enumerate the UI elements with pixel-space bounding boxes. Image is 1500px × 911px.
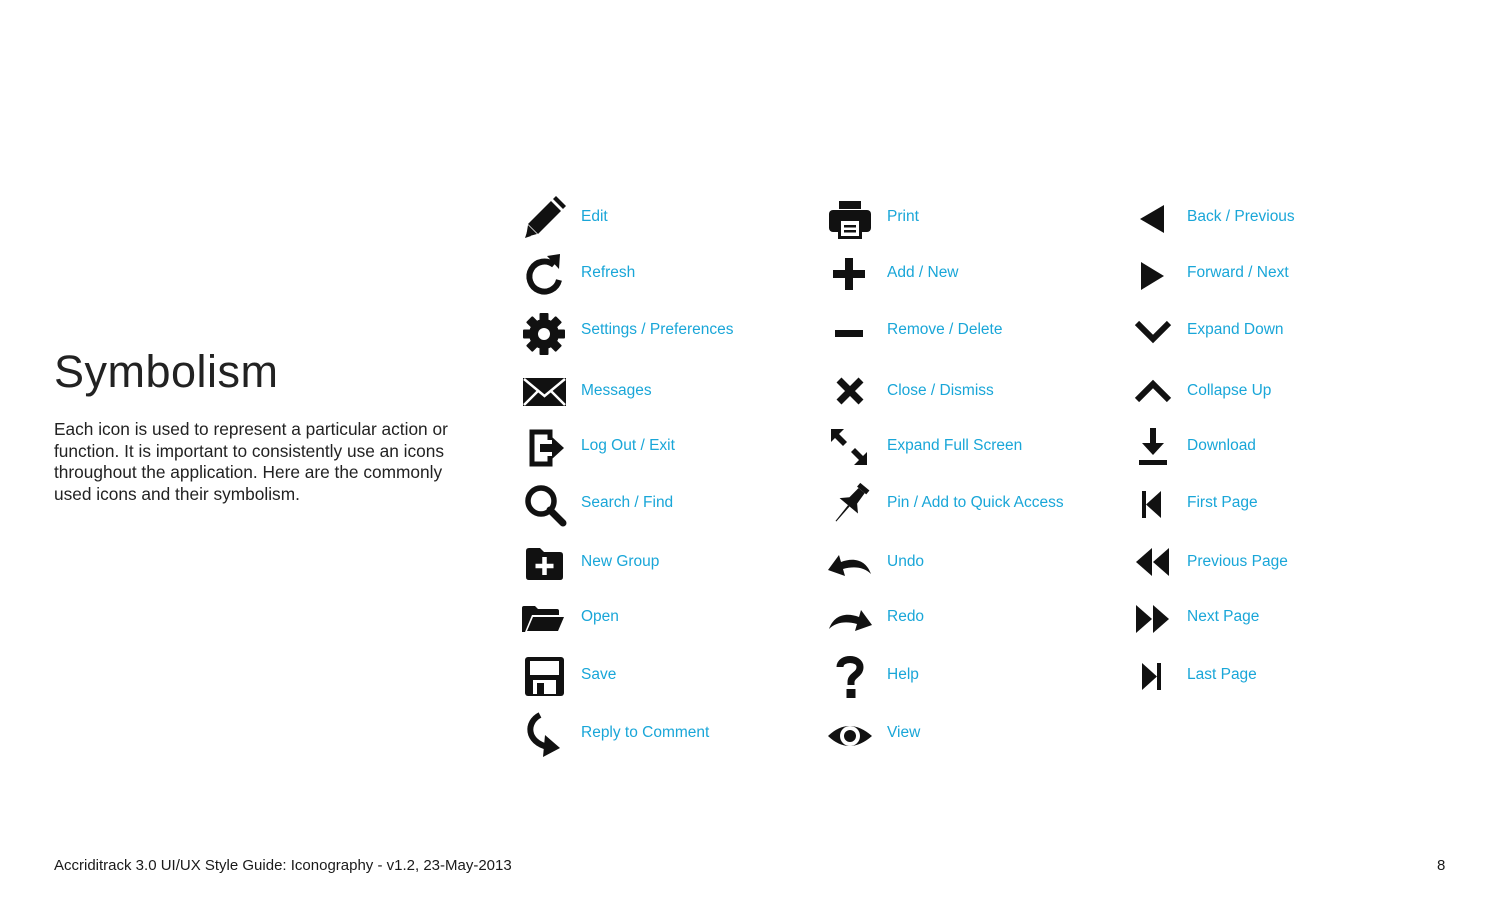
last-page-icon — [1126, 652, 1174, 700]
icon-label-remove: Remove / Delete — [887, 321, 1003, 338]
icon-label-next-page: Next Page — [1187, 608, 1260, 625]
icon-label-collapse-up: Collapse Up — [1187, 382, 1272, 399]
chevron-down-icon — [1126, 307, 1174, 355]
icon-label-last-page: Last Page — [1187, 666, 1257, 683]
reply-arrow-icon — [520, 710, 568, 758]
next-page-icon — [1126, 594, 1174, 642]
triangle-right-icon — [1126, 250, 1174, 298]
icon-label-first-page: First Page — [1187, 494, 1258, 511]
redo-icon — [826, 594, 874, 642]
minus-icon — [826, 307, 874, 355]
undo-icon — [826, 539, 874, 587]
icon-label-undo: Undo — [887, 553, 925, 570]
icon-label-add: Add / New — [887, 264, 959, 281]
icon-label-messages: Messages — [581, 382, 652, 399]
icon-label-back: Back / Previous — [1187, 208, 1295, 225]
icon-label-new-group: New Group — [581, 553, 660, 570]
icon-label-reply: Reply to Comment — [581, 724, 710, 741]
icon-label-save: Save — [581, 666, 617, 683]
icon-label-refresh: Refresh — [581, 264, 636, 281]
icon-label-view: View — [887, 724, 921, 741]
gear-icon — [520, 307, 568, 355]
printer-icon — [826, 194, 874, 242]
icon-label-expand-down: Expand Down — [1187, 321, 1284, 338]
icon-label-download: Download — [1187, 437, 1256, 454]
download-icon — [1126, 423, 1174, 471]
icon-label-edit: Edit — [581, 208, 608, 225]
floppy-disk-icon — [520, 652, 568, 700]
chevron-up-icon — [1126, 368, 1174, 416]
refresh-icon — [520, 250, 568, 298]
eye-icon — [826, 710, 874, 758]
first-page-icon — [1126, 480, 1174, 528]
folder-plus-icon — [520, 539, 568, 587]
icon-label-print: Print — [887, 208, 919, 225]
icon-label-previous-page: Previous Page — [1187, 553, 1288, 570]
icon-label-help: Help — [887, 666, 919, 683]
icon-label-settings: Settings / Preferences — [581, 321, 734, 338]
icon-label-pin: Pin / Add to Quick Access — [887, 494, 1064, 511]
triangle-left-icon — [1126, 194, 1174, 242]
pushpin-icon — [826, 480, 874, 528]
icon-label-redo: Redo — [887, 608, 925, 625]
page-number: 8 — [1437, 857, 1446, 874]
fullscreen-icon — [826, 423, 874, 471]
plus-icon — [826, 250, 874, 298]
icon-label-open: Open — [581, 608, 619, 625]
pencil-icon — [520, 194, 568, 242]
envelope-icon — [520, 368, 568, 416]
search-icon — [520, 480, 568, 528]
icon-label-forward: Forward / Next — [1187, 264, 1289, 281]
folder-open-icon — [520, 594, 568, 642]
logout-icon — [520, 423, 568, 471]
page-title: Symbolism — [54, 346, 279, 397]
icon-label-search: Search / Find — [581, 494, 674, 511]
icon-label-fullscreen: Expand Full Screen — [887, 437, 1023, 454]
icon-label-close: Close / Dismiss — [887, 382, 994, 399]
intro-paragraph: Each icon is used to represent a particular action or function. It is important to consistently use an icons throughout the application. Here are the commonly used icons and their symbolism. — [54, 419, 448, 505]
icon-label-logout: Log Out / Exit — [581, 437, 675, 454]
close-icon — [826, 368, 874, 416]
question-icon — [826, 652, 874, 700]
previous-page-icon — [1126, 539, 1174, 587]
footer-document-title: Accriditrack 3.0 UI/UX Style Guide: Iconography - v1.2, 23-May-2013 — [54, 857, 512, 874]
